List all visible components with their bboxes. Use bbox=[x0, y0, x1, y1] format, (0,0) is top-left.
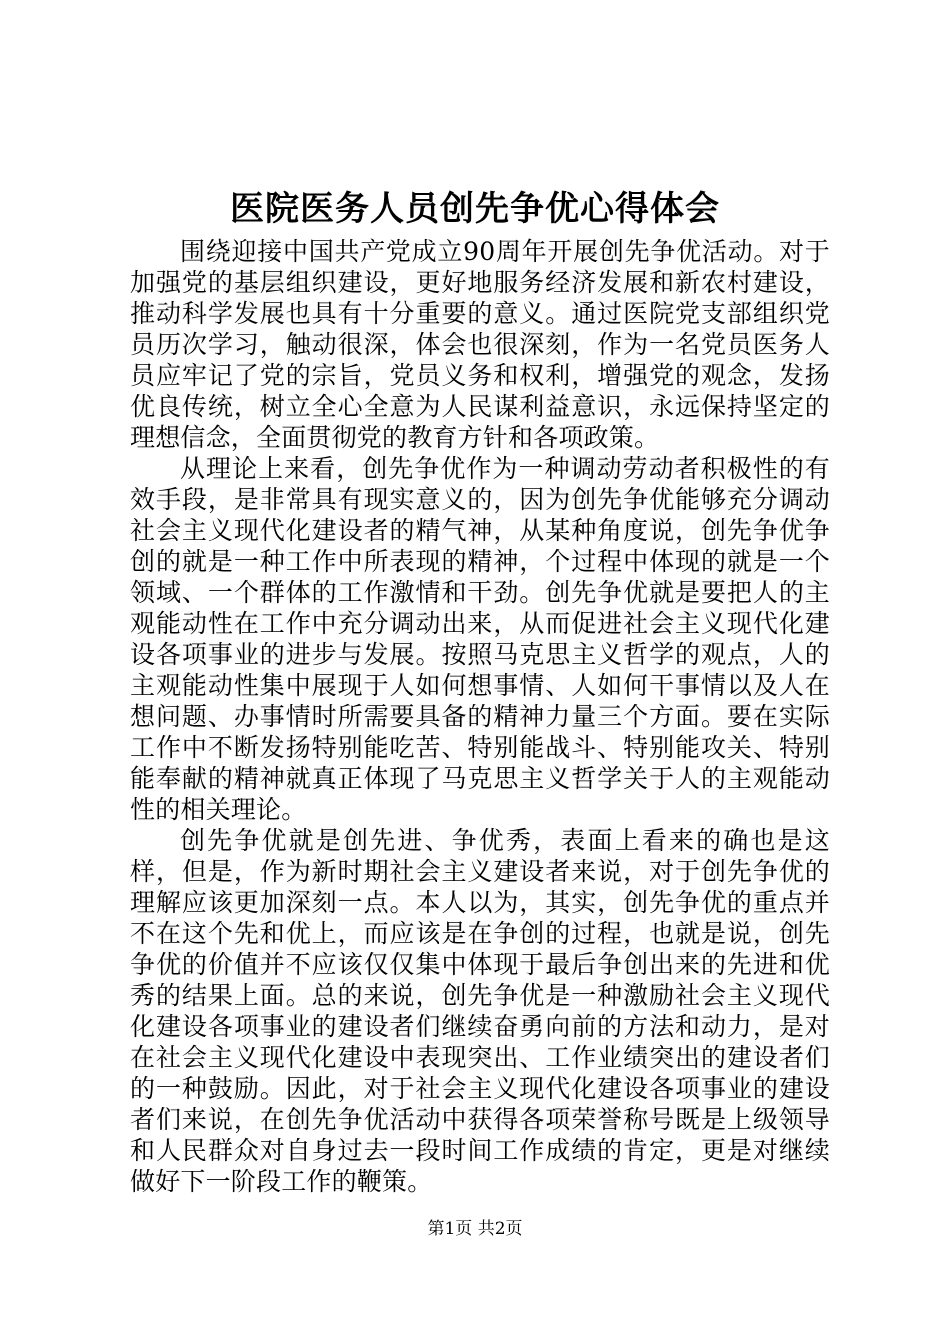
page-number: 第1页 共2页 bbox=[427, 1219, 523, 1239]
document-body bbox=[130, 236, 830, 1197]
page-title: 医院医务人员创先争优心得体会 bbox=[230, 189, 720, 229]
paragraph-3: 创先争优就是创先进、争优秀，表面上看来的确也是这样，但是，作为新时期社会主义建设者来说，对于创先争优的理解应该更加深刻一点。本人以为，其实，创先争优的重点并不在这个先和优上，而应该是在争创的过程，也就是说，创先争优的价值并不应该仅仅集中体现于最后争创出来的先进和优秀的结果上面。总的来说，创先争优是一种激励社会主义现代化建设各项事业的建设者们继续奋勇向前的方法和动力，是对在社会主义现代化建设中表现突出、工作业绩突出的建设者们的一种鼓励。因此，对于社会主义现代化建设各项事业的建设者们来说，在创先争优活动中获得各项荣誉称号既是上级领导和人民群众对自身过去一段时间工作成绩的肯定，更是对继续做好下一阶段工作的鞭策。 bbox=[130, 826, 830, 1196]
paragraph-1: 围绕迎接中国共产党成立90周年开展创先争优活动。对于加强党的基层组织建设，更好地服务经济发展和新农村建设，推动科学发展也具有十分重要的意义。通过医院党支部组织党员历次学习，触动很深，体会也很深刻，作为一名党员医务人员应牢记了党的宗旨，党员义务和权利，增强党的观念，发扬优良传统，树立全心全意为人民谋利益意识，永远保持坚定的理想信念，全面贯彻党的教育方针和各项政策。 bbox=[130, 237, 830, 452]
paragraph-2: 从理论上来看，创先争优作为一种调动劳动者积极性的有效手段，是非常具有现实意义的，因为创先争优能够充分调动社会主义现代化建设者的精气神，从某种角度说，创先争优争创的就是一种工作中所表现的精神，个过程中体现的就是一个领域、一个群体的工作激情和干劲。创先争优就是要把人的主观能动性在工作中充分调动出来，从而促进社会主义现代化建设各项事业的进步与发展。按照马克思主义哲学的观点，人的主观能动性集中展现于人如何想事情、人如何干事情以及人在想问题、办事情时所需要具备的精神力量三个方面。要在实际工作中不断发扬特别能吃苦、特别能战斗、特别能攻关、特别能奉献的精神就真正体现了马克思主义哲学关于人的主观能动性的相关理论。 bbox=[130, 454, 830, 824]
